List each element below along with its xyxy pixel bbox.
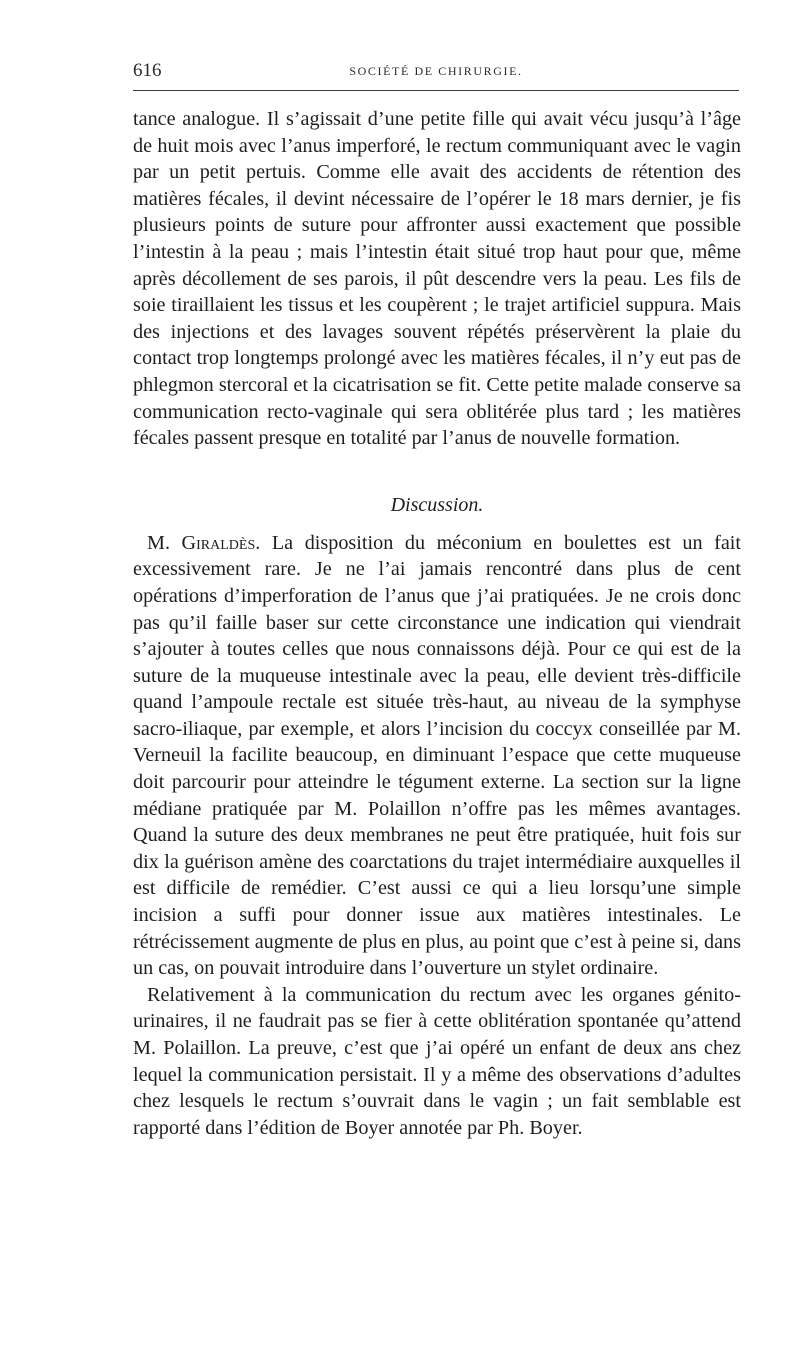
discussion-paragraph-text: La disposition du méconium en boulettes est un fait excessivement rare. Je ne l’ai jamais rencontré dans plus de cent opérations d’imperforation de l’anus que j’ai pratiquées. Je ne crois donc pas qu’il faille baser sur cette circonstance une indication qui viendrait s’ajouter à toutes celles que nous connaissons déjà. Pour ce qui est de la suture de la muqueuse intestinale avec la peau, elle devient très-difficile quand l’ampoule rectale est située très-haut, au niveau de la symphyse sacro-iliaque, par exemple, et alors l’incision du coccyx conseillée par M. Verneuil la facilite beaucoup, en diminuant l’espace que cette muqueuse doit parcourir pour atteindre le tégument externe. La section sur la ligne médiane pratiquée par M. Polaillon n’offre pas les mêmes avantages. Quand la suture des deux membranes ne peut être pratiquée, huit fois sur dix la guérison amène des coarctations du trajet intermédiaire auxquelles il est difficile de remédier. C’est aussi ce qui a lieu lorsqu’une simple incision a suffi pour donner issue aux matières intestinales. Le rétrécissement augmente de plus en plus, au point que c’est à peine si, dans un cas, on pouvait introduire dans l’ouverture un stylet ordinaire. [133,531,742,980]
text-block [133,106,741,1141]
discussion-paragraph [133,530,741,982]
running-title: SOCIÉTÉ DE CHIRURGIE. [349,64,523,78]
page-number: 616 [133,60,162,81]
speaker-name: M. Giraldès. [147,531,261,554]
continuation-paragraph: tance analogue. Il s’agissait d’une petite fille qui avait vécu jusqu’à l’âge de huit mois avec l’anus imperforé, le rectum communiquant avec le vagin par un petit pertuis. Comme elle avait des accidents de rétention des matières fécales, il devint nécessaire de l’opérer le 18 mars dernier, je fis plusieurs points de suture pour affronter aussi exactement que possible l’intestin à la peau ; mais l’intestin était situé trop haut pour que, même après décollement de ses parois, il pût descendre vers la peau. Les fils de soie tiraillaient les tissus et les coupèrent ; le trajet artificiel suppura. Mais des injections et des lavages souvent répétés préservèrent la plaie du contact trop longtemps prolongé avec les matières fécales, il n’y eut pas de phlegmon stercoral et la cicatrisation se fit. Cette petite malade conserve sa communication recto-vaginale qui sera oblitérée plus tard ; les matières fécales passent presque en totalité par l’anus de nouvelle formation. [133,108,741,450]
header-rule [133,90,739,91]
page-header [133,60,739,86]
section-heading: Discussion. [390,493,484,516]
discussion-paragraph-2: Relativement à la communication du rectum avec les organes génito-urinaires, il ne faudrait pas se fier à cette oblitération spontanée qu’attend M. Polaillon. La preuve, c’est que j’ai opéré un enfant de deux ans chez lequel la communication persistait. Il y a même des observations d’adultes chez lesquels le rectum s’ouvrait dans le vagin ; un fait semblable est rapporté dans l’édition de Boyer annotée par Ph. Boyer. [133,983,741,1139]
